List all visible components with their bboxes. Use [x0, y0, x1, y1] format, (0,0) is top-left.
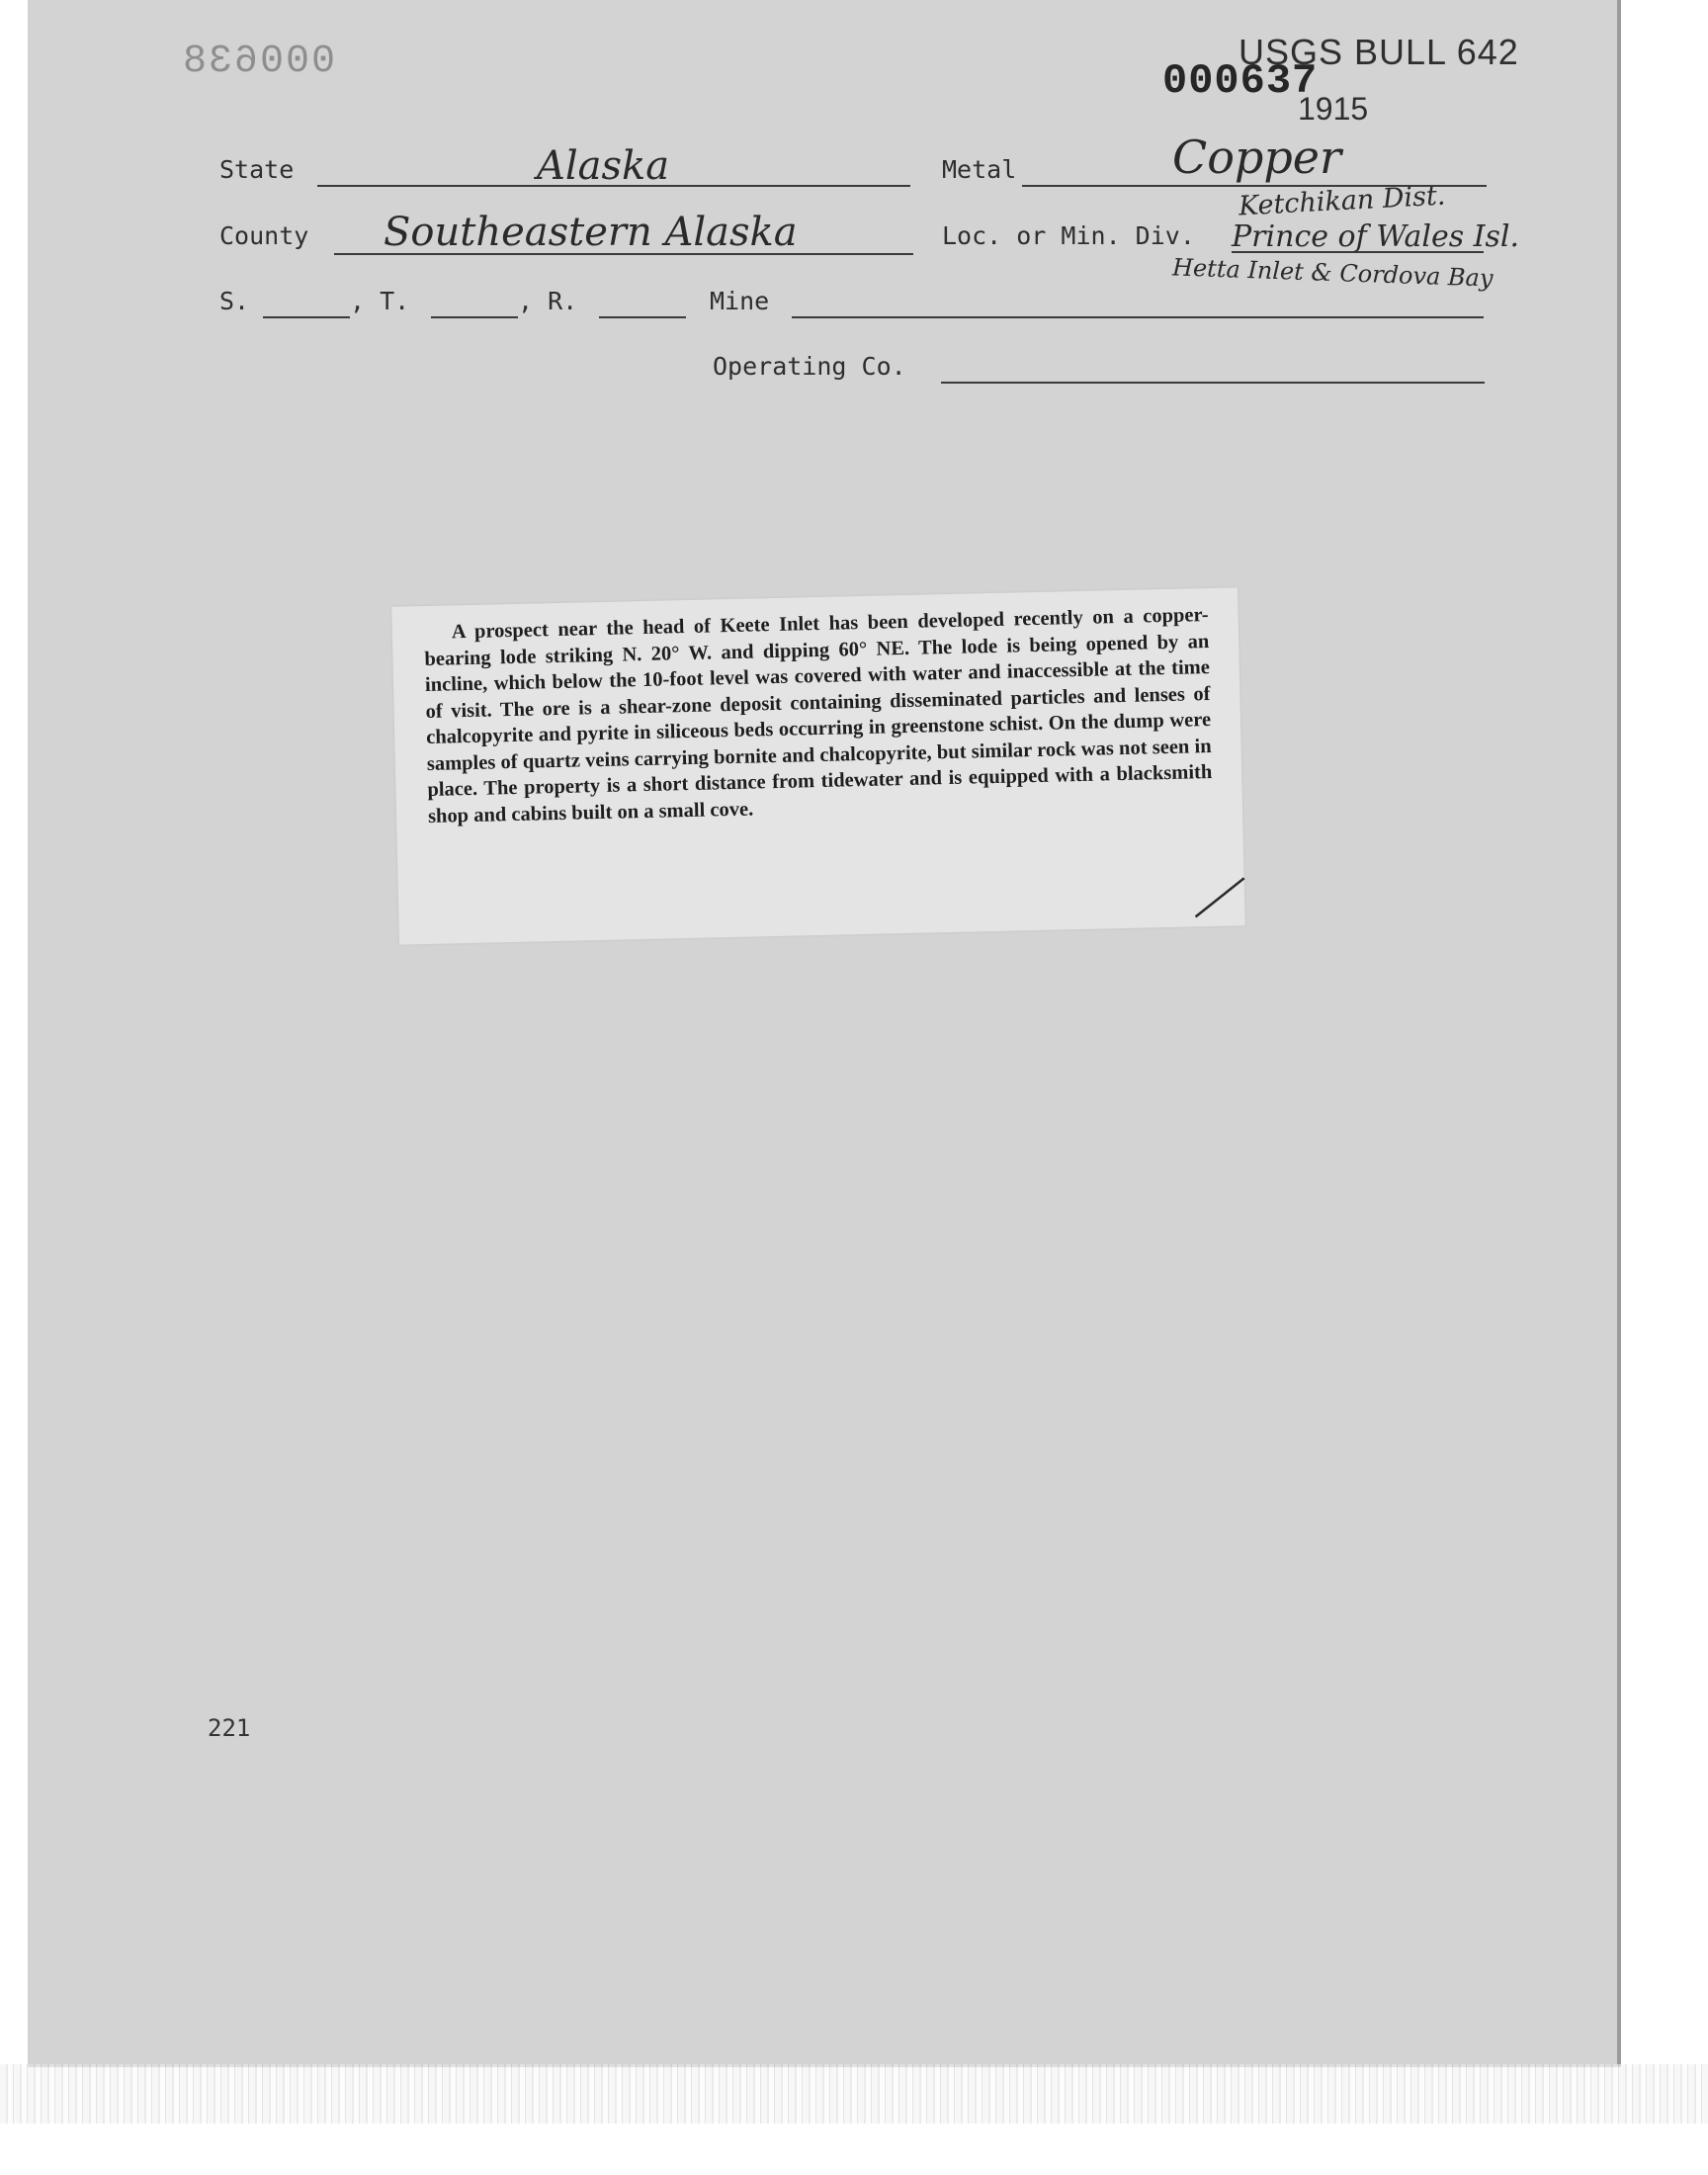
section-line [263, 316, 350, 318]
clipping-paragraph: A prospect near the head of Keete Inlet has been developed recently on a copper-bearing lode striking N. 20° W. and dipping 60° NE. The lode is being opened by an incline, which below the 10-foot level was covered with water and inaccessible at the time of visit. The ore is a shear-zone deposit containing disseminated particles and lenses of chalcopyrite and pyrite in siliceous beds occurring in greenstone schist. On the dump were samples of quartz veins carrying bornite and chalcopyrite, but similar rock was not seen in place. The property is a short distance from tidewater and is equipped with a blacksmith shop and cabins built on a small cove. [424, 604, 1213, 827]
loc-value-district: Ketchikan Dist. [1238, 180, 1447, 222]
loc-value-inlet: Hetta Inlet & Cordova Bay [1171, 253, 1494, 293]
state-value: Alaska [537, 143, 670, 189]
check-mark-icon [1191, 872, 1251, 922]
text-clipping [391, 587, 1245, 944]
metal-label: Metal [942, 155, 1017, 184]
operating-company-label: Operating Co. [713, 352, 906, 381]
scan-edge-artifact [0, 2064, 1708, 2124]
township-line [431, 316, 518, 318]
mine-line [792, 316, 1484, 318]
township-label: , T. [350, 287, 410, 315]
bulletin-year: 1915 [1298, 91, 1369, 127]
record-number-stamp: 000637 [1162, 57, 1319, 105]
page-number: 221 [208, 1714, 251, 1742]
range-label: , R. [518, 287, 578, 315]
bulletin-reference: USGS BULL 642 [1238, 32, 1519, 72]
document-sheet [28, 0, 1621, 2067]
operating-company-line [941, 382, 1485, 384]
faded-stamp-number: 000638 [181, 40, 336, 84]
range-line [599, 316, 686, 318]
state-label: State [219, 155, 295, 184]
loc-label: Loc. or Min. Div. [942, 221, 1195, 250]
section-label: S. [219, 287, 250, 315]
county-value: Southeastern Alaska [384, 210, 798, 255]
metal-value: Copper [1172, 130, 1341, 184]
mine-label: Mine [710, 287, 770, 315]
county-label: County [219, 221, 309, 250]
loc-value-island: Prince of Wales Isl. [1232, 219, 1520, 254]
